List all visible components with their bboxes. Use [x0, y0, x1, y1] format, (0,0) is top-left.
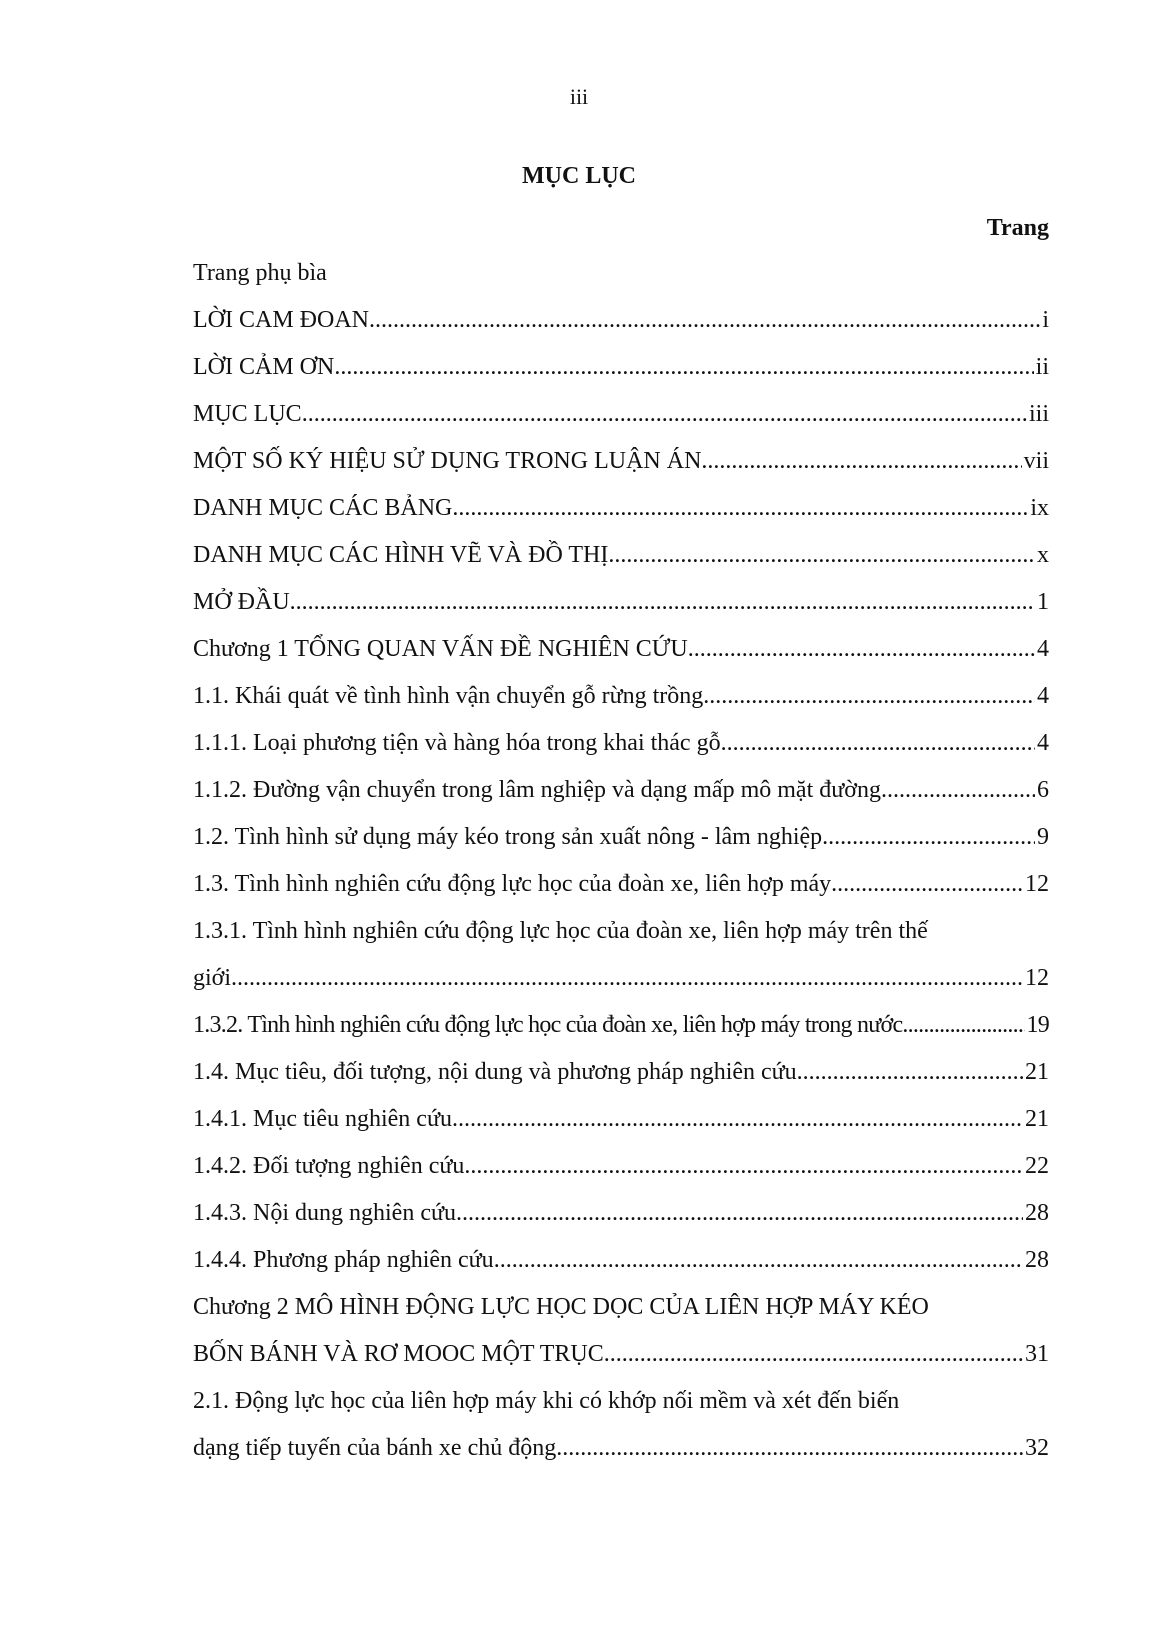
- toc-entry-title: MỤC LỤC: [193, 401, 302, 427]
- toc-entry-title: MỞ ĐẦU: [193, 589, 290, 615]
- toc-entry-1-3-2: [193, 1002, 1049, 1049]
- dot-leader: [822, 814, 1035, 861]
- dot-leader: [369, 297, 1040, 344]
- toc-entry-list-of-tables: [193, 485, 1049, 532]
- toc-entry-title: Chương 2 MÔ HÌNH ĐỘNG LỰC HỌC DỌC CỦA LIÊN HỢP MÁY KÉO: [193, 1294, 929, 1320]
- toc-entry-1-4-1: [193, 1096, 1049, 1143]
- dot-leader: [452, 1096, 1023, 1143]
- toc-entry-title: 1.3.2. Tình hình nghiên cứu động lực học của đoàn xe, liên hợp máy trong nước: [193, 1012, 903, 1038]
- toc-entry-chapter-2-continued: [193, 1331, 1049, 1378]
- toc-entry-introduction: [193, 579, 1049, 626]
- dot-leader: [556, 1425, 1023, 1472]
- dot-leader: [452, 485, 1028, 532]
- toc-entry-title: LỜI CAM ĐOAN: [193, 307, 369, 333]
- toc-entry-title: 1.1.1. Loại phương tiện và hàng hóa trong khai thác gỗ: [193, 730, 721, 756]
- toc-entry-page: 21: [1025, 1106, 1049, 1132]
- toc-entry-declaration: [193, 297, 1049, 344]
- toc-entry-title: 2.1. Động lực học của liên hợp máy khi có khớp nối mềm và xét đến biến: [193, 1388, 900, 1414]
- toc-entry-title: DANH MỤC CÁC BẢNG: [193, 495, 453, 521]
- toc-entry-page: x: [1037, 542, 1049, 568]
- toc-entry-title: DANH MỤC CÁC HÌNH VẼ VÀ ĐỒ THỊ: [193, 542, 609, 568]
- toc-entry-contents: [193, 391, 1049, 438]
- toc-entry-page: 1: [1037, 589, 1049, 615]
- toc-entry-title: 1.4.1. Mục tiêu nghiên cứu: [193, 1106, 452, 1132]
- toc-entry-page: 19: [1026, 1012, 1049, 1038]
- dot-leader: [604, 1331, 1023, 1378]
- toc-entry-page: iii: [1028, 401, 1049, 427]
- page-column-header: Trang: [986, 215, 1049, 241]
- toc-entry-1-1-1: [193, 720, 1049, 767]
- toc-entry-chapter-2: [193, 1284, 1049, 1331]
- toc-entry-page: 22: [1025, 1153, 1049, 1179]
- toc-entry-1-4-4: [193, 1237, 1049, 1284]
- toc-title: MỤC LỤC: [522, 163, 636, 189]
- dot-leader: [334, 344, 1033, 391]
- dot-leader: [831, 861, 1023, 908]
- dot-leader: [608, 532, 1035, 579]
- toc-entry-page: 4: [1037, 636, 1049, 662]
- dot-leader: [688, 626, 1035, 673]
- dot-leader: [701, 438, 1021, 485]
- toc-entry-page: 12: [1025, 871, 1049, 897]
- toc-entry-page: 6: [1037, 777, 1049, 803]
- toc-entry-1-3: [193, 861, 1049, 908]
- toc-entry-title: 1.3.1. Tình hình nghiên cứu động lực học của đoàn xe, liên hợp máy trên thế: [193, 918, 928, 944]
- toc-entry-title: 1.4. Mục tiêu, đối tượng, nội dung và phương pháp nghiên cứu: [193, 1059, 797, 1085]
- dot-leader: [302, 391, 1027, 438]
- toc-entry-title: MỘT SỐ KÝ HIỆU SỬ DỤNG TRONG LUẬN ÁN: [193, 448, 702, 474]
- toc-entry-1-3-1-continued: [193, 955, 1049, 1002]
- toc-entry-1-4-2: [193, 1143, 1049, 1190]
- dot-leader: [494, 1237, 1023, 1284]
- toc-entry-list-of-figures: [193, 532, 1049, 579]
- toc-entry-title: Trang phụ bìa: [193, 260, 327, 286]
- table-of-contents: [193, 250, 1049, 1472]
- toc-entry-page: ii: [1035, 354, 1049, 380]
- toc-entry-title: 1.4.4. Phương pháp nghiên cứu: [193, 1247, 494, 1273]
- toc-entry-title: BỐN BÁNH VÀ RƠ MOOC MỘT TRỤC: [193, 1341, 604, 1367]
- toc-entry-page: 4: [1037, 683, 1049, 709]
- toc-entry-chapter-1: [193, 626, 1049, 673]
- dot-leader: [721, 720, 1035, 767]
- toc-entry-1-2: [193, 814, 1049, 861]
- dot-leader: [703, 673, 1035, 720]
- toc-entry-page: 31: [1025, 1341, 1049, 1367]
- toc-entry-title: 1.4.3. Nội dung nghiên cứu: [193, 1200, 456, 1226]
- toc-entry-2-1-continued: [193, 1425, 1049, 1472]
- toc-entry-title: LỜI CẢM ƠN: [193, 354, 335, 380]
- toc-entry-page: 12: [1025, 965, 1049, 991]
- toc-entry-page: 21: [1025, 1059, 1049, 1085]
- dot-leader: [797, 1049, 1023, 1096]
- page-number: iii: [569, 84, 589, 109]
- toc-entry-title: giới: [193, 965, 232, 991]
- toc-entry-page: 9: [1037, 824, 1049, 850]
- toc-entry-page: 4: [1037, 730, 1049, 756]
- toc-entry-title: 1.1.2. Đường vận chuyển trong lâm nghiệp và dạng mấp mô mặt đường: [193, 777, 881, 803]
- toc-entry-title: 1.3. Tình hình nghiên cứu động lực học của đoàn xe, liên hợp máy: [193, 871, 832, 897]
- toc-entry-page: 28: [1025, 1247, 1049, 1273]
- dot-leader: [881, 767, 1035, 814]
- toc-entry-title: 1.1. Khái quát về tình hình vận chuyển gỗ rừng trồng: [193, 683, 704, 709]
- toc-entry-symbols: [193, 438, 1049, 485]
- dot-leader: [290, 579, 1035, 626]
- toc-entry-page: ix: [1030, 495, 1049, 521]
- dot-leader: [231, 955, 1023, 1002]
- toc-entry-2-1: [193, 1378, 1049, 1425]
- toc-entry-1-3-1: [193, 908, 1049, 955]
- toc-entry-1-4-3: [193, 1190, 1049, 1237]
- dot-leader: [464, 1143, 1023, 1190]
- toc-entry-page: i: [1042, 307, 1049, 333]
- toc-entry-title: 1.4.2. Đối tượng nghiên cứu: [193, 1153, 465, 1179]
- toc-entry-1-1: [193, 673, 1049, 720]
- toc-entry-title: Chương 1 TỔNG QUAN VẤN ĐỀ NGHIÊN CỨU: [193, 636, 688, 662]
- toc-entry-title: 1.2. Tình hình sử dụng máy kéo trong sản xuất nông - lâm nghiệp: [193, 824, 823, 850]
- toc-entry-cover-page: [193, 250, 1049, 297]
- toc-entry-title: dạng tiếp tuyến của bánh xe chủ động: [193, 1435, 557, 1461]
- toc-entry-1-4: [193, 1049, 1049, 1096]
- toc-entry-page: 32: [1025, 1435, 1049, 1461]
- toc-entry-acknowledgements: [193, 344, 1049, 391]
- toc-entry-1-1-2: [193, 767, 1049, 814]
- dot-leader: [456, 1190, 1023, 1237]
- dot-leader: [902, 1002, 1024, 1049]
- toc-entry-page: vii: [1023, 448, 1049, 474]
- toc-entry-page: 28: [1025, 1200, 1049, 1226]
